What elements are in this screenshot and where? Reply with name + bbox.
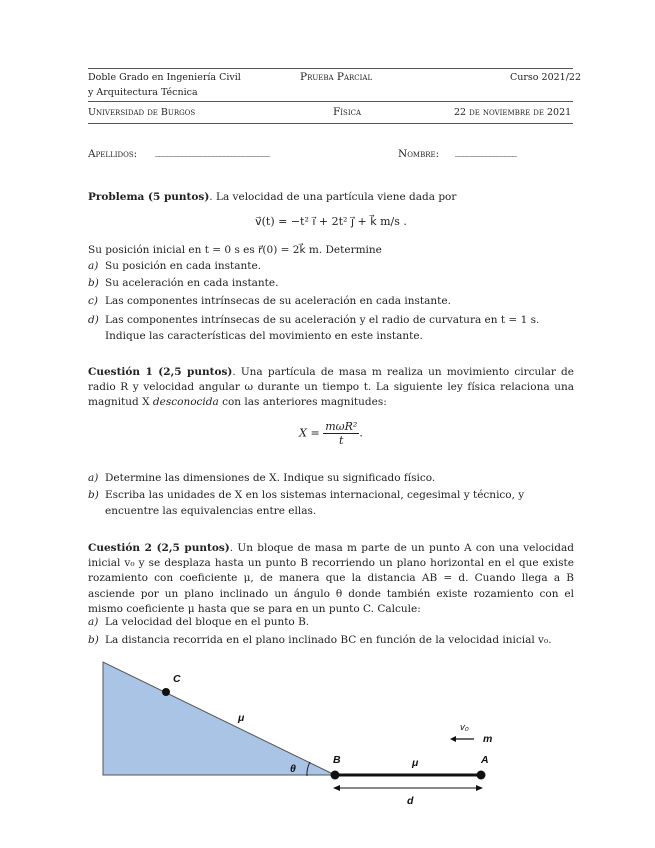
question1-statement (88, 365, 574, 411)
point-b-dot (331, 771, 340, 780)
name-field[interactable]: ________________ (455, 146, 516, 157)
item-text: Determine las dimensiones de X. Indique su significado físico. (105, 472, 436, 484)
question1-title: Cuestión 1 (2,5 puntos) (88, 366, 233, 378)
item-text: Su aceleración en cada instante. (105, 277, 279, 289)
surname-field[interactable]: ______________________________ (155, 146, 270, 157)
question2-text: . Un bloque de masa m parte de un punto A con una velocidad inicial v₀ y se desplaza hasta un punto B recorriendo un plano horizontal en el que existe rozamiento con coeficiente μ, de manera que la distancia AB = d. Cuando llega a B asciende por un plano inclinado un ángulo θ donde también existe rozamiento con el mismo coeficiente μ hasta que se para en un punto C. Calcule: (88, 542, 574, 615)
subject-name: Física (333, 106, 362, 118)
surname-label: Apellidos: (88, 148, 138, 160)
header-top-rule (88, 68, 573, 69)
incline-diagram (88, 650, 578, 830)
problem-statement (88, 190, 456, 206)
item-text: La velocidad del bloque en el punto B. (105, 616, 310, 628)
header-mid-rule (88, 101, 573, 102)
label-mu-flat: μ (412, 757, 419, 769)
point-c-dot (162, 688, 170, 696)
item-label: b) (88, 489, 99, 501)
item-label: a) (88, 616, 99, 628)
question1-emphasis: desconocida (152, 396, 219, 409)
label-b: B (333, 754, 341, 766)
eq-denominator: t (339, 434, 344, 447)
item-label: a) (88, 472, 99, 484)
item-text: Escriba las unidades de X en los sistemas internacional, cegesimal y técnico, y encuentre las equivalencias entre ellas. (105, 489, 525, 517)
label-mass: m (483, 733, 493, 745)
point-a-dot (477, 771, 486, 780)
item-text: Las componentes intrínsecas de su aceleración y el radio de curvatura en t = 1 s. Indique las características del movimiento en este instante. (105, 314, 540, 342)
question1-text-end: con las anteriores magnitudes: (218, 396, 387, 409)
item-label: d) (88, 314, 99, 326)
course-year: Curso 2021/22 (510, 72, 582, 83)
label-mu-incline: μ (238, 712, 245, 724)
problem-title: Problema (5 puntos) (88, 191, 210, 203)
exam-type: Prueba Parcial (300, 71, 373, 83)
item-text: Las componentes intrínsecas de su aceleración en cada instante. (105, 295, 451, 307)
question2-title: Cuestión 2 (2,5 puntos) (88, 542, 230, 554)
degree-line2: y Arquitectura Técnica (88, 87, 198, 98)
item-text: La distancia recorrida en el plano inclinado BC en función de la velocidad inicial v₀. (105, 634, 552, 646)
question1-text: . Una partícula de masa m realiza un movimiento circular de radio R y velocidad angular ω durante un tiempo t. La siguiente ley física relaciona una magnitud X (88, 366, 574, 409)
item-label: b) (88, 634, 99, 646)
label-theta: θ (290, 763, 296, 775)
header-bottom-rule (88, 123, 573, 124)
exam-date: 22 de noviembre de 2021 (454, 107, 572, 118)
eq-fraction (323, 420, 359, 447)
item-label: a) (88, 260, 99, 272)
university-name: Universidad de Burgos (88, 107, 196, 118)
velocity-equation: v⃗(t) = −t² ı⃗ + 2t² ȷ⃗ + k⃗ m/s . (255, 215, 407, 228)
dimension-arrowhead-right (476, 785, 483, 791)
item-text: Su posición en cada instante. (105, 260, 262, 272)
label-d: d (407, 795, 414, 807)
item-label: b) (88, 277, 99, 289)
eq-lhs: X = (299, 426, 320, 440)
label-c: C (173, 673, 181, 685)
eq-numerator: mωR² (325, 420, 358, 433)
dimension-equation (88, 420, 574, 447)
initial-condition: Su posición inicial en t = 0 s es r⃗(0) = 2k⃗ m. Determine (88, 244, 382, 256)
label-a: A (481, 754, 489, 766)
dimension-arrowhead-left (333, 785, 340, 791)
eq-period: . (359, 426, 363, 440)
label-v0: v₀ (460, 722, 469, 733)
inclined-plane (103, 662, 335, 775)
degree-line1: Doble Grado en Ingeniería Civil (88, 72, 241, 83)
item-label: c) (88, 295, 98, 307)
problem-intro: . La velocidad de una partícula viene dada por (209, 191, 457, 203)
question2-statement (88, 541, 574, 617)
velocity-arrowhead (450, 736, 456, 742)
name-label: Nombre: (398, 148, 440, 160)
